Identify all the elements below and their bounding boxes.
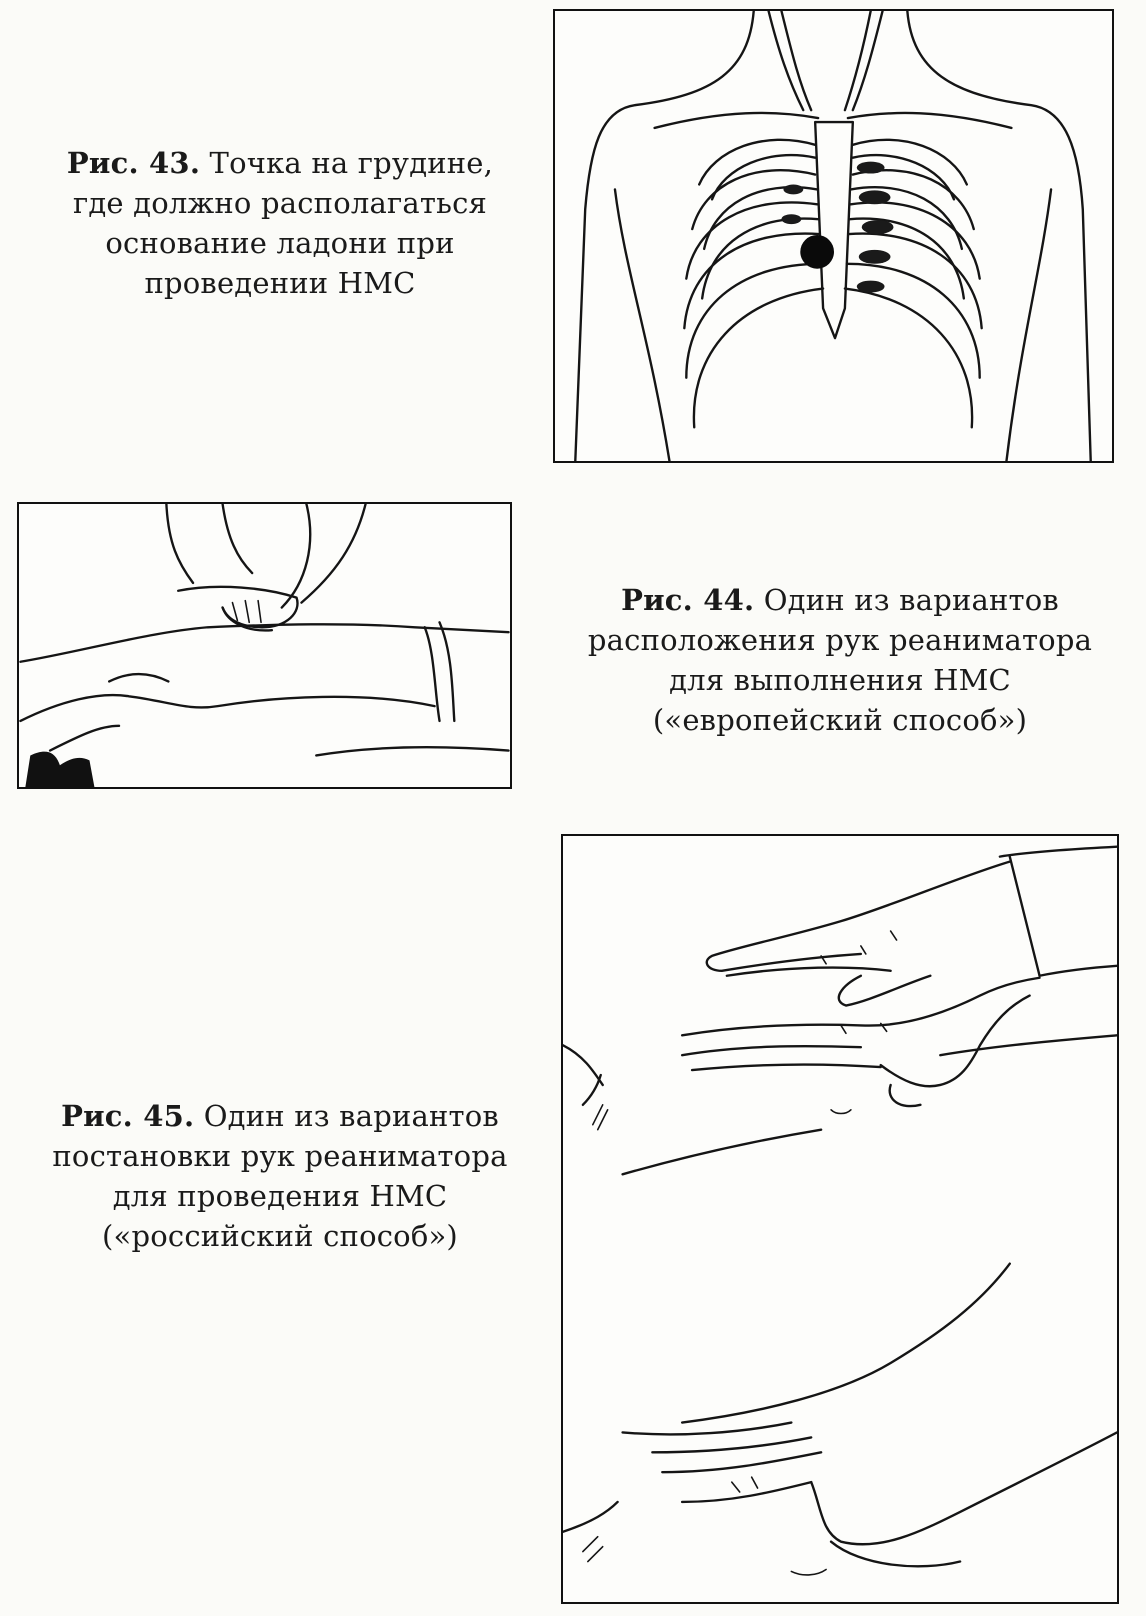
caption-line: Один из вариантов: [203, 1099, 499, 1133]
caption-line: Точка на грудине,: [209, 146, 494, 180]
chest-skeleton-illustration: [553, 9, 1114, 463]
hands-on-chest-russian-illustration: [561, 834, 1119, 1604]
caption-line: основание ладони при: [105, 226, 455, 260]
caption-line: постановки рук реаниматора: [52, 1139, 508, 1173]
compression-point-marker: [800, 235, 834, 269]
figure-44-caption: [560, 580, 1120, 740]
caption-line: расположения рук реаниматора: [587, 623, 1093, 657]
figure-43-caption: [40, 143, 520, 303]
caption-line: («российский способ»): [102, 1219, 458, 1253]
caption-line: проведении НМС: [144, 266, 416, 300]
figure-45-label: Рис. 45.: [61, 1099, 195, 1133]
figure-43-label: Рис. 43.: [66, 146, 201, 180]
caption-line: («европейский способ»): [652, 703, 1028, 737]
caption-line: где должно располагаться: [72, 186, 488, 220]
figure-45-caption: [30, 1096, 530, 1256]
caption-line: для проведения НМС: [112, 1179, 448, 1213]
hands-on-chest-european-illustration: [17, 502, 512, 789]
figure-44-label: Рис. 44.: [621, 583, 755, 617]
caption-line: Один из вариантов: [763, 583, 1059, 617]
caption-line: для выполнения НМС: [669, 663, 1011, 697]
